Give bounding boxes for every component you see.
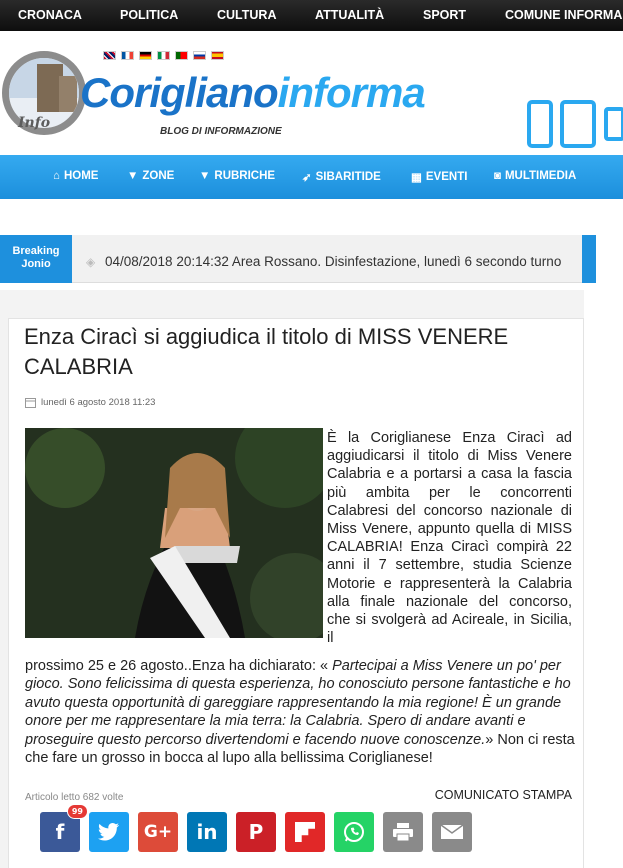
top-nav-sport[interactable]: SPORT [423,8,467,22]
top-nav-attualita[interactable]: ATTUALITÀ [315,8,385,22]
home-icon: ⌂ [53,170,60,182]
article-photo[interactable] [25,428,323,638]
top-nav-comune-informa[interactable]: COMUNE INFORMA [505,8,623,22]
nav-multimedia-label: MULTIMEDIA [504,170,577,182]
article-photo-image [25,428,323,638]
pinterest-icon: P [248,820,264,844]
article-signature: COMUNICATO STAMPA [434,788,572,802]
article-body-right: È la Coriglianese Enza Ciracì ad aggiudicarsi il titolo di Miss Venere Calabria e a portarsi a casa la fascia più ambita per le concorrenti Calabresi del concorso nazionale di Miss Venere, appunto quella di MISS CALABRIA! Enza Ciracì compirà 22 anni il 7 settembre, studia Scienze Motorie e rappresenterà la Calabria alla finale nazionale del concorso, che si svolgerà ad Acireale, in Sicilia, il [327,430,572,647]
devices-icon [526,99,623,151]
flag-pt-icon[interactable] [175,51,188,60]
social-share-bar [40,807,472,852]
whatsapp-share-button[interactable] [334,812,374,852]
print-icon [392,822,414,842]
brand-name-part2: informa [277,69,425,116]
breaking-label-line2: Jonio [21,258,51,270]
tag-icon: ◈ [86,255,96,269]
chevron-down-icon: ▼ [199,170,211,182]
nav-eventi-label: EVENTI [425,171,468,183]
calendar-icon [25,397,36,408]
breaking-label [0,235,72,283]
nav-zone-label: ZONE [142,170,175,182]
linkedin-share-button[interactable] [187,812,227,852]
main-nav [0,155,623,199]
chevron-down-icon: ▼ [127,170,139,182]
article-date [25,397,155,408]
nav-sibaritide-label: SIBARITIDE [315,171,381,183]
breaking-news-bar [0,235,596,283]
article-title: Enza Ciracì si aggiudica il titolo di MISS VENERE CALABRIA [24,324,509,379]
pinterest-share-button[interactable] [236,812,276,852]
flag-es-icon[interactable] [211,51,224,60]
facebook-share-button[interactable] [40,807,83,852]
nav-eventi[interactable] [411,170,467,184]
nav-home-label: HOME [63,170,99,182]
top-nav-politica[interactable]: POLITICA [120,8,179,22]
site-header [0,31,623,155]
nav-rubriche-label: RUBRICHE [214,170,276,182]
breaking-edge [582,235,596,283]
read-count: Articolo letto 682 volte [25,792,124,803]
flipboard-share-button[interactable] [285,812,325,852]
twitter-share-button[interactable] [89,812,129,852]
article-quote: Partecipai a Miss Venere un po' per gioco. Sono felicissima di questa esperienza, ho conosciuto persone fantastiche e ho avuto questa opportunità di gareggiare rappresentando la mia regione! È un grande onore per me rappresentare la mia terra: la Calabria. Spero di andare avanti e proseguire questo percorso divertendomi e facendo nuove conoscenze. [25,658,571,748]
article-body-full [25,657,575,767]
logo-info-text: Info [18,115,51,131]
twitter-icon [98,823,120,841]
flag-fr-icon[interactable] [121,51,134,60]
top-nav [0,0,623,31]
email-icon [440,824,464,840]
breaking-label-line1: Breaking [12,245,60,257]
language-selector [103,51,224,60]
article-date-text: lunedì 6 agosto 2018 11:23 [41,397,156,408]
nav-multimedia[interactable] [494,170,576,182]
brand-name[interactable] [80,69,425,117]
google-plus-share-button[interactable] [138,812,178,852]
top-nav-cronaca[interactable]: CRONACA [18,8,82,22]
article-body-start: prossimo 25 e 26 agosto..Enza ha dichiarato: « [25,658,333,674]
flag-it-icon[interactable] [157,51,170,60]
breaking-news-link[interactable]: 04/08/2018 20:14:32 Area Rossano. Disinfestazione, lunedì 6 secondo turno [105,254,562,269]
flag-de-icon[interactable] [139,51,152,60]
linkedin-icon: in [196,820,218,844]
nav-zone[interactable] [127,170,174,182]
facebook-share-count: 99 [67,804,88,819]
calendar-icon: ▦ [411,172,422,184]
google-plus-icon: G+ [143,822,173,842]
camera-icon: ◙ [494,170,501,182]
email-share-button[interactable] [432,812,472,852]
print-button[interactable] [383,812,423,852]
nav-sibaritide[interactable] [302,170,381,184]
facebook-icon: f [55,820,65,844]
flag-en-icon[interactable] [103,51,116,60]
rocket-icon: ➶ [302,172,312,184]
whatsapp-icon [342,820,366,844]
site-tagline: BLOG DI INFORMAZIONE [160,126,282,137]
flipboard-icon [295,822,315,842]
nav-home[interactable] [53,170,98,182]
flag-ru-icon[interactable] [193,51,206,60]
top-nav-cultura[interactable]: CULTURA [217,8,277,22]
brand-name-part1: Corigliano [80,69,278,116]
article-body-end: » Non ci resta che fare un grosso in bocca al lupo alla bellissima Coriglianese! [25,731,575,767]
nav-rubriche[interactable] [199,170,275,182]
